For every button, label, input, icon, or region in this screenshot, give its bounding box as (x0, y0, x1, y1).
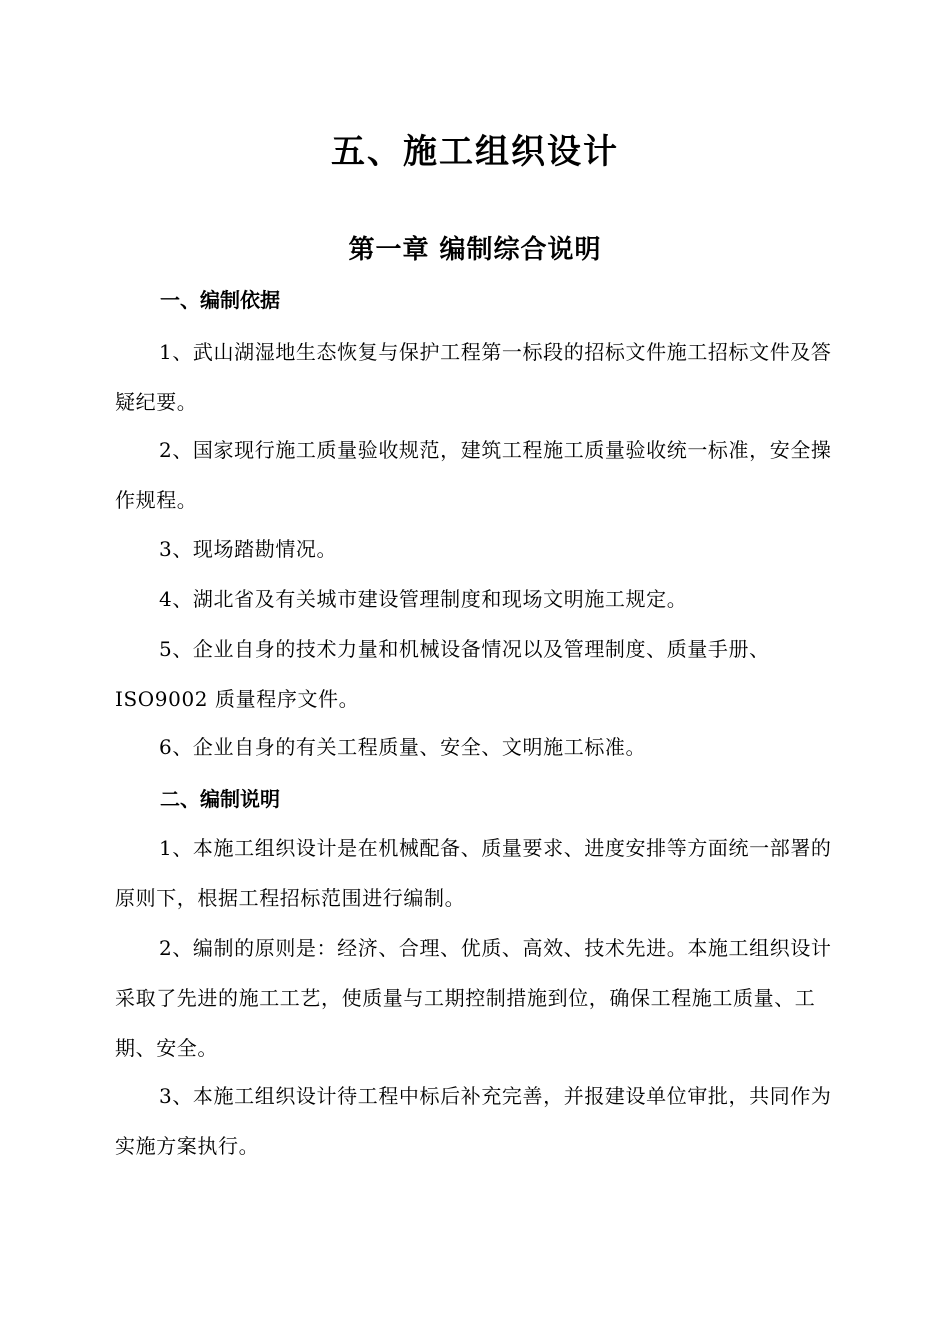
document-title: 五、施工组织设计 (331, 132, 619, 172)
paragraph-basis-5: 5、企业自身的技术力量和机械设备情况以及管理制度、质量手册、ISO9002 质量程序文件。 (115, 637, 770, 711)
section-heading-basis: 一、编制依据 (160, 288, 280, 312)
paragraph-basis-4: 4、湖北省及有关城市建设管理制度和现场文明施工规定。 (159, 587, 688, 611)
paragraph-notes-2: 2、编制的原则是：经济、合理、优质、高效、技术先进。本施工组织设计采取了先进的施工工艺，使质量与工期控制措施到位，确保工程施工质量、工期、安全。 (115, 936, 832, 1060)
chapter-title: 第一章 编制综合说明 (348, 235, 602, 265)
paragraph-basis-2: 2、国家现行施工质量验收规范，建筑工程施工质量验收统一标准，安全操作规程。 (115, 438, 832, 512)
paragraph-basis-6: 6、企业自身的有关工程质量、安全、文明施工标准。 (159, 735, 647, 759)
section-heading-notes: 二、编制说明 (160, 787, 280, 811)
paragraph-basis-3: 3、现场踏勘情况。 (159, 537, 338, 561)
paragraph-notes-3: 3、本施工组织设计待工程中标后补充完善，并报建设单位审批，共同作为实施方案执行。 (115, 1084, 832, 1158)
paragraph-basis-1: 1、武山湖湿地生态恢复与保护工程第一标段的招标文件施工招标文件及答疑纪要。 (115, 340, 832, 414)
paragraph-notes-1: 1、本施工组织设计是在机械配备、质量要求、进度安排等方面统一部署的原则下，根据工程招标范围进行编制。 (115, 836, 832, 910)
